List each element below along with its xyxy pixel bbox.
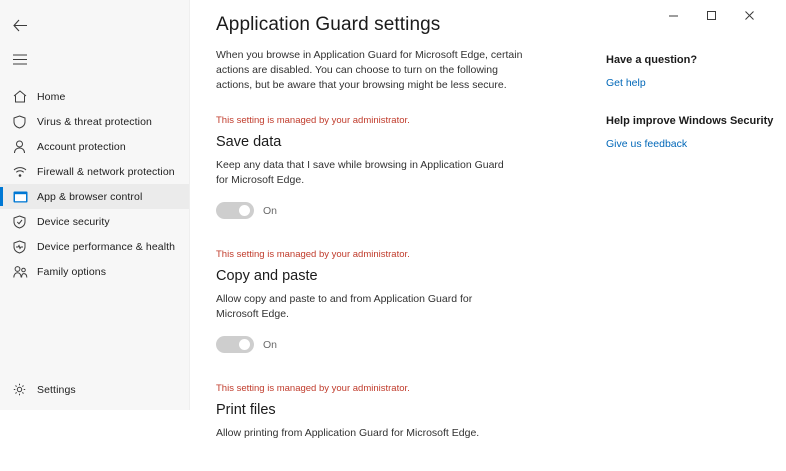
- sidebar-item-label: Settings: [37, 383, 76, 396]
- close-button[interactable]: [730, 0, 768, 30]
- have-a-question-heading: Have a question?: [606, 54, 698, 66]
- maximize-button[interactable]: [692, 0, 730, 30]
- sidebar-item-firewall-network-protection[interactable]: [0, 159, 189, 184]
- sidebar-item-device-performance-health[interactable]: [0, 234, 189, 259]
- back-button[interactable]: [0, 8, 40, 42]
- get-help-link[interactable]: Get help: [606, 77, 646, 89]
- setting-description: Allow printing from Application Guard for Microsoft Edge.: [216, 427, 480, 439]
- sidebar-item-account-protection[interactable]: [0, 134, 189, 159]
- maximize-icon: [706, 10, 717, 21]
- page-title: Application Guard settings: [216, 14, 441, 35]
- gear-icon: [13, 383, 37, 396]
- managed-by-admin-note: This setting is managed by your administrator.: [216, 383, 410, 394]
- setting-save-data: [216, 115, 566, 219]
- toggle-knob: [239, 339, 250, 350]
- sidebar-item-device-security[interactable]: [0, 209, 189, 234]
- toggle-state-label: On: [263, 338, 278, 351]
- managed-by-admin-note: This setting is managed by your administrator.: [216, 115, 410, 126]
- setting-toggle-row: [216, 202, 566, 219]
- sidebar-item-label: App & browser control: [37, 190, 143, 203]
- managed-by-admin-note: This setting is managed by your administrator.: [216, 249, 410, 260]
- setting-description: Allow copy and paste to and from Application Guard for Microsoft Edge.: [216, 293, 473, 320]
- setting-description: Keep any data that I save while browsing in Application Guard for Microsoft Edge.: [216, 159, 504, 186]
- family-icon: [13, 265, 37, 278]
- help-column: [566, 14, 786, 471]
- setting-title: Copy and paste: [216, 268, 318, 284]
- heart-shield-icon: [13, 240, 37, 254]
- sidebar-item-family-options[interactable]: [0, 259, 189, 284]
- save-data-toggle[interactable]: [216, 202, 254, 219]
- minimize-button[interactable]: [654, 0, 692, 30]
- sidebar-item-label: Family options: [37, 265, 107, 278]
- copy-paste-toggle[interactable]: [216, 336, 254, 353]
- setting-print-files: [216, 383, 566, 441]
- toggle-knob: [239, 205, 250, 216]
- sidebar-bottom: [0, 377, 189, 402]
- hamburger-button[interactable]: [0, 42, 40, 76]
- help-improve-heading: Help improve Windows Security: [606, 115, 774, 127]
- shield-icon: [13, 115, 37, 129]
- person-icon: [13, 140, 37, 154]
- sidebar-item-label: Home: [37, 90, 66, 103]
- close-icon: [744, 10, 755, 21]
- toggle-state-label: On: [263, 204, 278, 217]
- setting-toggle-row: [216, 336, 566, 353]
- title-bar-controls: [654, 0, 768, 30]
- sidebar-top: [0, 0, 189, 76]
- sidebar-item-settings[interactable]: [0, 377, 189, 402]
- home-icon: [13, 90, 37, 103]
- sidebar-item-app-browser-control[interactable]: [0, 184, 189, 209]
- sidebar-item-label: Firewall & network protection: [37, 165, 175, 178]
- device-shield-icon: [13, 215, 37, 229]
- wifi-icon: [13, 166, 37, 178]
- sidebar-item-label: Device security: [37, 215, 110, 228]
- minimize-icon: [668, 10, 679, 21]
- sidebar: [0, 0, 190, 410]
- sidebar-item-home[interactable]: [0, 84, 189, 109]
- hamburger-icon: [13, 54, 27, 65]
- sidebar-nav: [0, 84, 189, 284]
- sidebar-item-label: Virus & threat protection: [37, 115, 152, 128]
- back-arrow-icon: [13, 19, 28, 32]
- sidebar-item-virus-threat-protection[interactable]: [0, 109, 189, 134]
- settings-column: [216, 14, 566, 471]
- setting-title: Save data: [216, 134, 282, 150]
- setting-title: Print files: [216, 402, 276, 418]
- give-feedback-link[interactable]: Give us feedback: [606, 138, 688, 150]
- sidebar-item-label: Device performance & health: [37, 240, 176, 253]
- sidebar-item-label: Account protection: [37, 140, 126, 153]
- page-intro: When you browse in Application Guard for Microsoft Edge, certain actions are disabled. You can choose to turn on the following actions, but be aware that your browsing might be less secure.: [216, 49, 523, 91]
- main-content: [190, 0, 786, 439]
- app-window-icon: [13, 191, 37, 203]
- setting-copy-and-paste: [216, 249, 566, 353]
